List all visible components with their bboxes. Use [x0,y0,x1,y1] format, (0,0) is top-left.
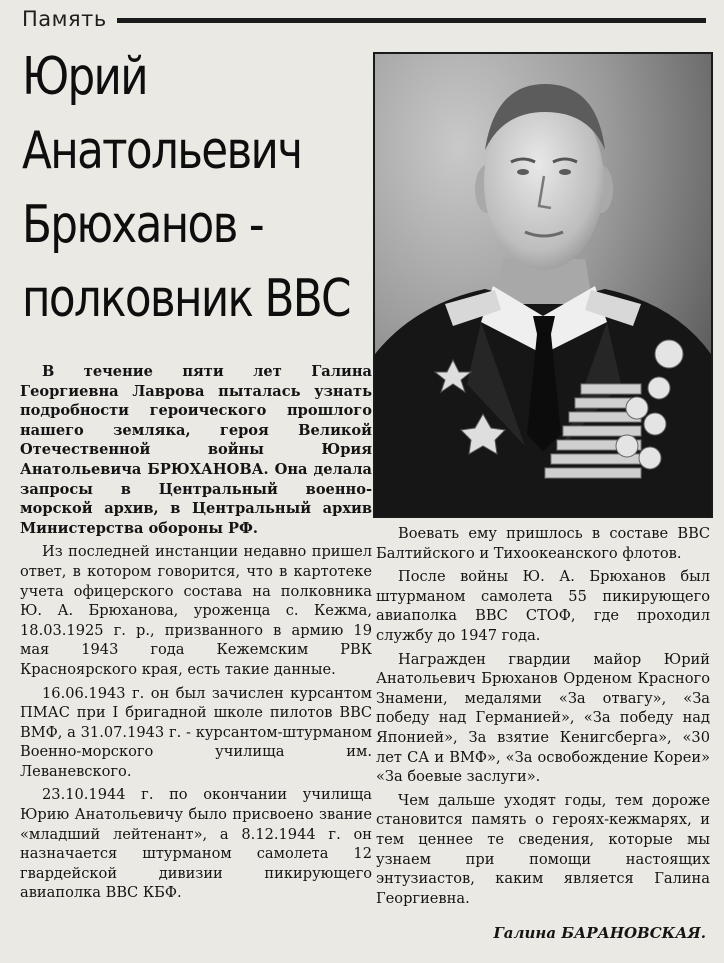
article-paragraph: 23.10.1944 г. по окончании училища Юрию Анатольевичу было присвоено звание «младший лейтенант», а 8.12.1944 г. он назначается штурманом самолета 12 гвардейской дивизии пикирующего авиаполка ВВС КБФ. [20,786,372,902]
headline-line: полковник ВВС [22,269,350,329]
article-paragraph: Воевать ему пришлось в составе ВВС Балтийского и Тихоокеанского флотов. [376,525,710,562]
article-paragraph: Награжден гвардии майор Юрий Анатольевич Брюханов Орденом Красного Знамени, медалями «За отвагу», «За победу над Германией», «За победу над Японией», За взятие Кенигсберга», «30 лет СА и ВМФ», «За освобождение Кореи» «За боевые заслуги». [376,650,710,786]
article-paragraph: Чем дальше уходят годы, тем дороже становится память о героях-кежмарях, и тем ценнее те сведения, которые мы узнаем при помощи настоящих энтузиастов, каким является Галина Георгиевна. [376,791,710,907]
headline-line: Юрий [22,47,147,107]
headline-line: Анатольевич [22,121,302,181]
portrait-photo [373,52,713,518]
article-paragraph: После войны Ю. А. Брюханов был штурманом самолета 55 пикирующего авиаполка ВВС СТОФ, где проходил службу до 1947 года. [376,568,710,644]
article-paragraph: 16.06.1943 г. он был зачислен курсантом ПМАС при I бригадной школе пилотов ВВС ВМФ, а 31.07.1943 г. - курсантом-штурманом Военно-морского училища им. Леваневского. [20,684,372,780]
section-rubric [22,6,706,32]
portrait-photo-icon [375,54,711,516]
article-column-left [20,362,372,907]
article-headline [22,40,350,336]
article-column-right [376,524,710,912]
article-paragraph: Из последней инстанции недавно пришел ответ, в котором говорится, что в картотеке учета офицерского состава на полковника Ю. А. Брюханова, уроженца с. Кежма, 18.03.1925 г. р., призванного в армию 19 мая 1943 года Кежемским РВК Красноярского края, есть такие данные. [20,543,372,678]
headline-line: Брюханов - [22,195,263,255]
rubric-label: Память [22,7,107,31]
rubric-rule [117,18,706,23]
author-signature: Галина БАРАНОВСКАЯ. [493,924,706,942]
article-lead: В течение пяти лет Галина Георгиевна Лаврова пыталась узнать подробности героического прошлого нашего земляка, героя Великой Отечественной войны Юрия Анатольевича БРЮХАНОВА. Она делала запросы в Центральный военно-морской архив, в Центральный архив Министерства обороны РФ. [20,363,372,537]
